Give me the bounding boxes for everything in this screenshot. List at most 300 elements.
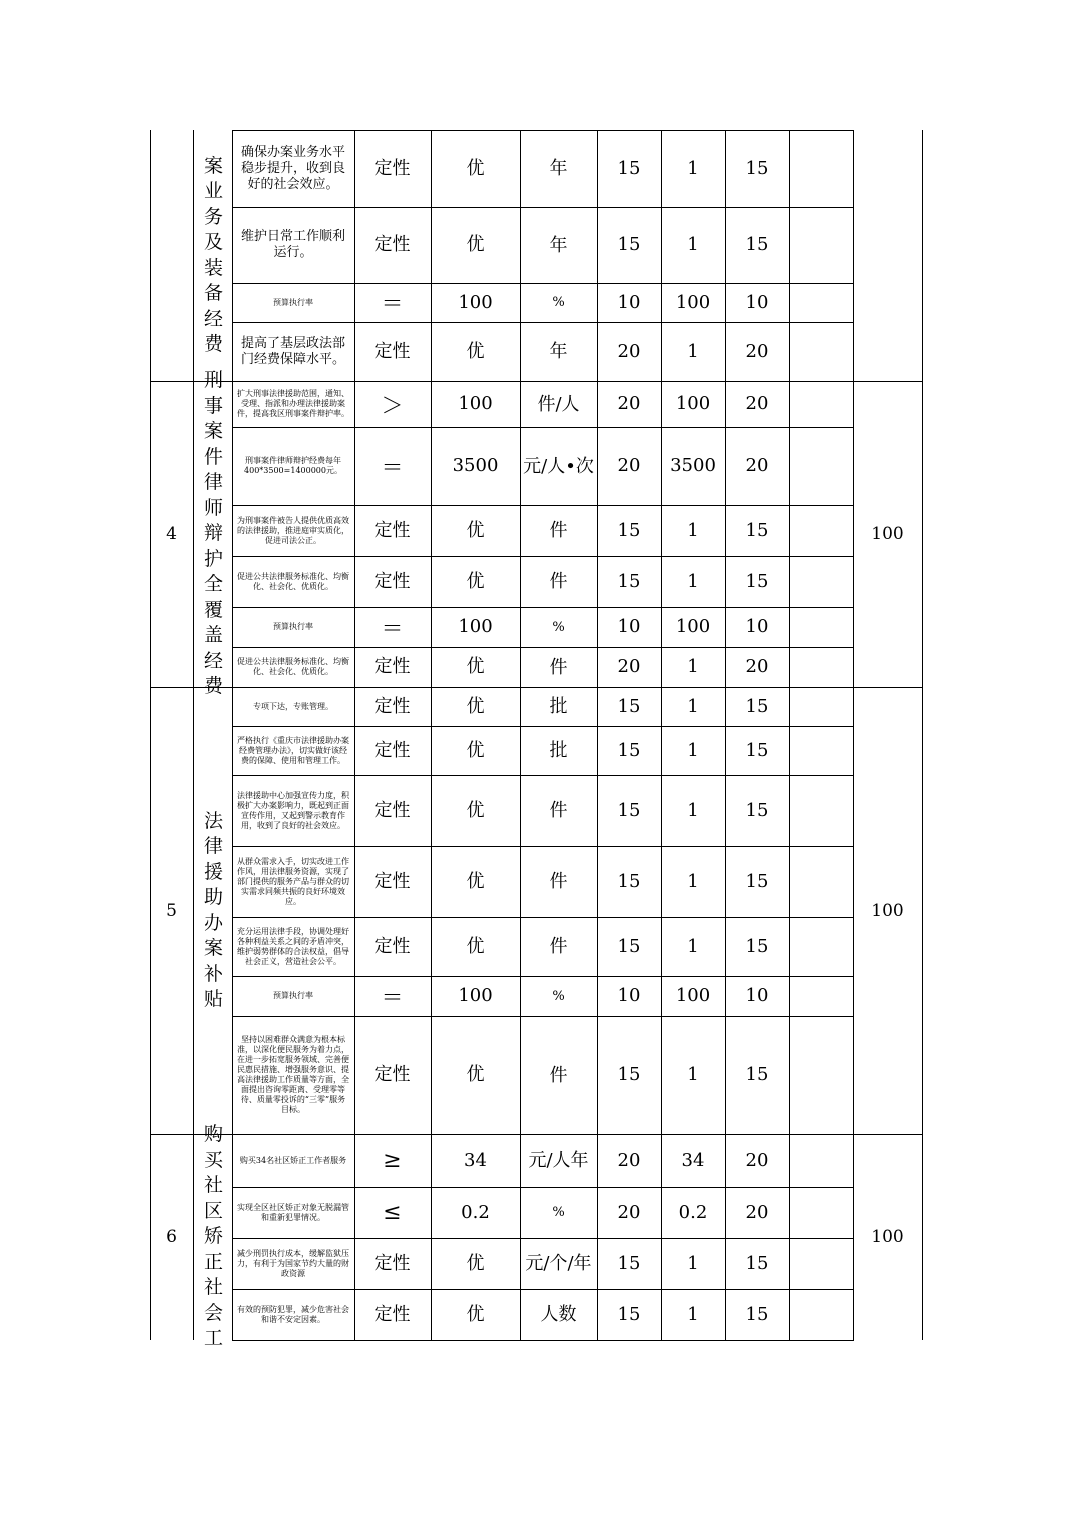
weight-cell (597, 1238, 661, 1289)
nature-cell-text: 定性 (374, 870, 411, 892)
target-cell-text: 100 (458, 985, 493, 1006)
score-cell (725, 687, 789, 726)
weight-cell-text: 20 (617, 1201, 641, 1223)
unit-cell (520, 556, 597, 607)
unit-cell-text: 年 (549, 234, 568, 256)
score-cell-text: 15 (745, 935, 769, 957)
nature-cell (354, 283, 431, 322)
indicator-text-text: 严格执行《重庆市法律援助办案经费管理办法》，切实做好该经费的保障、使用和管理工作。 (237, 735, 349, 765)
actual-cell (661, 846, 725, 917)
target-cell-text: 优 (466, 870, 485, 892)
reason-cell (789, 130, 853, 207)
unit-cell-text: % (552, 619, 565, 635)
actual-cell-text: 0.2 (678, 1201, 708, 1223)
nature-cell-text: 定性 (374, 1064, 411, 1085)
nature-cell (354, 505, 431, 556)
indicator-text (232, 505, 354, 556)
actual-cell-text: 100 (675, 985, 711, 1006)
unit-cell-text: 件/人 (537, 393, 580, 415)
reason-cell (789, 1187, 853, 1238)
unit-cell (520, 687, 597, 726)
target-cell-text: 优 (466, 695, 485, 717)
indicator-text-text: 维护日常工作顺利运行。 (240, 229, 345, 260)
score-cell-text: 15 (745, 739, 769, 761)
unit-cell-text: % (552, 988, 565, 1004)
actual-cell-text: 1 (687, 935, 699, 957)
nature-cell (354, 427, 431, 505)
reason-cell (789, 1134, 853, 1187)
unit-cell-text: 人数 (540, 1304, 577, 1325)
indicator-text-text: 确保办案业务水平稳步提升，收到良好的社会效应。 (240, 144, 345, 192)
actual-cell (661, 556, 725, 607)
score-cell-text: 10 (745, 616, 769, 637)
score-cell (725, 322, 789, 381)
nature-cell-text: ≤ (383, 1200, 402, 1225)
weight-cell-text: 10 (617, 985, 641, 1006)
target-cell-text: 0.2 (461, 1201, 490, 1223)
group-index (150, 381, 193, 687)
nature-cell (354, 1134, 431, 1187)
weight-cell-text: 15 (617, 695, 641, 717)
nature-cell-text: 定性 (374, 935, 411, 957)
unit-cell (520, 1187, 597, 1238)
group-total-score-text: 100 (871, 900, 904, 921)
actual-cell (661, 647, 725, 687)
col-divider (193, 130, 194, 1340)
target-cell-text: 100 (458, 291, 493, 313)
target-cell (431, 1016, 520, 1134)
indicator-text-text: 为刑事案件被告人提供优质高效的法律援助，推进庭审实质化，促进司法公正。 (237, 515, 349, 545)
actual-cell-text: 1 (687, 695, 699, 717)
target-cell (431, 207, 520, 283)
unit-cell-text: 件 (549, 656, 568, 678)
indicator-text-text: 扩大刑事法律援助范围，通知、受理、指派和办理法律援助案件，提高我区刑事案件辩护率。 (237, 389, 349, 418)
nature-cell-text: ＝ (381, 616, 404, 642)
weight-cell (597, 505, 661, 556)
target-cell (431, 917, 520, 976)
actual-cell (661, 687, 725, 726)
nature-cell-text: 定性 (374, 157, 411, 179)
score-cell-text: 20 (745, 340, 769, 362)
reason-cell (789, 322, 853, 381)
weight-cell-text: 20 (617, 656, 641, 677)
weight-cell (597, 976, 661, 1016)
nature-cell (354, 1016, 431, 1134)
score-cell-text: 15 (745, 870, 769, 892)
weight-cell (597, 1134, 661, 1187)
nature-cell-text: ≥ (383, 1148, 402, 1173)
target-cell (431, 556, 520, 607)
score-cell (725, 381, 789, 427)
score-cell (725, 505, 789, 556)
target-cell-text: 优 (466, 1252, 485, 1274)
target-cell (431, 846, 520, 917)
actual-cell (661, 207, 725, 283)
score-cell (725, 1134, 789, 1187)
target-cell-text: 优 (466, 739, 485, 761)
target-cell (431, 322, 520, 381)
indicator-text-text: 有效的预防犯罪，减少危害社会和谐不安定因素。 (237, 1304, 349, 1324)
nature-cell (354, 687, 431, 726)
weight-cell-text: 15 (617, 157, 641, 179)
project-name (203, 1123, 224, 1350)
score-cell (725, 726, 789, 775)
weight-cell (597, 917, 661, 976)
score-cell (725, 1016, 789, 1134)
target-cell (431, 1187, 520, 1238)
indicator-text-text: 减少刑罚执行成本，缓解监狱压力，有利于为国家节约大量的财政资源 (237, 1248, 349, 1278)
target-cell (431, 1134, 520, 1187)
unit-cell (520, 283, 597, 322)
actual-cell (661, 381, 725, 427)
actual-cell-text: 1 (687, 157, 699, 179)
group-index-text: 5 (166, 900, 177, 921)
reason-cell (789, 647, 853, 687)
unit-cell (520, 726, 597, 775)
reason-cell (789, 283, 853, 322)
weight-cell (597, 427, 661, 505)
target-cell-text: 优 (466, 519, 485, 541)
weight-cell (597, 1289, 661, 1340)
score-cell (725, 130, 789, 207)
indicator-text-text: 坚持以困难群众满意为根本标准，以深化便民服务为着力点，在进一步拓宽服务领域、完善便民惠民措施、增强服务意识、提高法律援助工作质量等方面，全面提出咨询零距离、受理零等待、质量零投诉的“三零”服务目标。 (237, 1035, 349, 1114)
group-index-text: 6 (166, 1227, 177, 1247)
weight-cell-text: 15 (617, 935, 641, 957)
reason-cell (789, 976, 853, 1016)
unit-cell (520, 381, 597, 427)
nature-cell-text: ＝ (381, 455, 404, 481)
weight-cell (597, 846, 661, 917)
score-cell-text: 15 (745, 519, 769, 541)
actual-cell (661, 1016, 725, 1134)
unit-cell (520, 1016, 597, 1134)
indicator-text (232, 775, 354, 846)
nature-cell (354, 381, 431, 427)
score-cell-text: 15 (745, 695, 769, 717)
indicator-text-text: 刑事案件律师辩护经费每年400*3500=1400000元。 (244, 456, 342, 475)
actual-cell-text: 1 (687, 519, 699, 541)
group-index (150, 130, 193, 381)
unit-cell (520, 976, 597, 1016)
indicator-text (232, 1187, 354, 1238)
indicator-text (232, 917, 354, 976)
reason-cell (789, 207, 853, 283)
actual-cell (661, 1134, 725, 1187)
score-cell-text: 10 (745, 291, 769, 313)
target-cell-text: 优 (466, 1064, 485, 1085)
weight-cell-text: 15 (617, 519, 641, 541)
actual-cell (661, 1238, 725, 1289)
unit-cell (520, 846, 597, 917)
unit-cell-text: 件 (549, 871, 568, 892)
group-total-score (853, 381, 922, 687)
target-cell (431, 687, 520, 726)
nature-cell-text: ＝ (381, 292, 404, 317)
indicator-text (232, 1016, 354, 1134)
unit-cell-text: 批 (549, 740, 568, 761)
score-cell-text: 15 (745, 1064, 769, 1085)
score-cell (725, 207, 789, 283)
target-cell (431, 427, 520, 505)
weight-cell (597, 1016, 661, 1134)
nature-cell-text: 定性 (374, 519, 411, 541)
nature-cell (354, 1238, 431, 1289)
weight-cell (597, 283, 661, 322)
nature-cell (354, 207, 431, 283)
indicator-text-text: 促进公共法律服务标准化、均衡化、社会化、优质化。 (237, 657, 349, 676)
nature-cell (354, 1187, 431, 1238)
score-cell (725, 427, 789, 505)
indicator-text (232, 207, 354, 283)
weight-cell (597, 687, 661, 726)
indicator-text (232, 283, 354, 322)
weight-cell (597, 607, 661, 647)
unit-cell-text: % (552, 295, 565, 310)
target-cell-text: 3500 (452, 455, 499, 476)
indicator-text (232, 607, 354, 647)
target-cell-text: 优 (466, 1303, 485, 1325)
indicator-text (232, 1134, 354, 1187)
score-cell-text: 20 (745, 656, 769, 677)
unit-cell (520, 647, 597, 687)
target-cell (431, 647, 520, 687)
target-cell-text: 优 (466, 157, 485, 179)
nature-cell (354, 556, 431, 607)
nature-cell (354, 917, 431, 976)
score-cell-text: 15 (745, 570, 769, 592)
group-total-score-text: 100 (871, 524, 904, 544)
target-cell-text: 优 (466, 570, 485, 592)
target-cell (431, 381, 520, 427)
score-cell (725, 1289, 789, 1340)
score-cell (725, 976, 789, 1016)
score-cell (725, 1187, 789, 1238)
actual-cell (661, 505, 725, 556)
actual-cell (661, 427, 725, 505)
indicator-text-text: 预算执行率 (273, 622, 313, 631)
actual-cell-text: 1 (687, 870, 699, 892)
indicator-text (232, 1238, 354, 1289)
weight-cell-text: 15 (617, 234, 641, 255)
unit-cell (520, 1238, 597, 1289)
nature-cell (354, 1289, 431, 1340)
score-cell (725, 775, 789, 846)
weight-cell (597, 726, 661, 775)
nature-cell-text: 定性 (374, 739, 411, 761)
nature-cell-text: 定性 (374, 799, 411, 821)
score-cell-text: 20 (745, 393, 769, 414)
nature-cell (354, 607, 431, 647)
indicator-text (232, 556, 354, 607)
weight-cell-text: 15 (617, 1064, 641, 1085)
reason-cell (789, 1289, 853, 1340)
indicator-text (232, 726, 354, 775)
weight-cell-text: 20 (617, 455, 641, 476)
actual-cell-text: 1 (687, 234, 699, 255)
indicator-text (232, 427, 354, 505)
actual-cell (661, 130, 725, 207)
unit-cell-text: % (552, 1205, 565, 1220)
indicator-text-text: 实现全区社区矫正对象无脱漏管和重新犯罪情况。 (237, 1202, 349, 1222)
nature-cell-text: 定性 (374, 695, 411, 717)
actual-cell (661, 322, 725, 381)
score-cell-text: 15 (745, 799, 769, 821)
score-cell-text: 15 (745, 157, 769, 179)
unit-cell (520, 505, 597, 556)
reason-cell (789, 1016, 853, 1134)
weight-cell-text: 10 (617, 616, 641, 637)
indicator-text (232, 130, 354, 207)
reason-cell (789, 775, 853, 846)
unit-cell-text: 元/个/年 (525, 1253, 592, 1274)
unit-cell-text: 件 (549, 520, 568, 541)
nature-cell (354, 647, 431, 687)
indicator-text-text: 购买34名社区矫正工作者服务 (239, 1155, 347, 1165)
nature-cell (354, 976, 431, 1016)
unit-cell (520, 1134, 597, 1187)
reason-cell (789, 427, 853, 505)
unit-cell (520, 1289, 597, 1340)
weight-cell-text: 10 (617, 291, 641, 313)
unit-cell-text: 元/人年 (528, 1150, 589, 1171)
weight-cell (597, 647, 661, 687)
project-name-text: 购买社区矫正社会工 (203, 1123, 223, 1350)
indicator-text-text: 法律援助中心加强宣传力度，积极扩大办案影响力，既起到正面宣传作用，又起到警示教育作用，收到了良好的社会效应。 (237, 790, 349, 830)
actual-cell-text: 1 (687, 739, 699, 761)
target-cell-text: 100 (458, 616, 493, 637)
score-cell (725, 556, 789, 607)
table-border-right (922, 130, 923, 1340)
indicator-text (232, 381, 354, 427)
indicator-text-text: 预算执行率 (273, 297, 313, 307)
project-name-text: 刑事案件律师辩护全覆盖经费 (203, 369, 223, 698)
score-cell-text: 15 (745, 234, 769, 255)
unit-cell (520, 322, 597, 381)
actual-cell (661, 1187, 725, 1238)
nature-cell (354, 775, 431, 846)
indicator-text (232, 322, 354, 381)
group-total-score (853, 130, 922, 381)
nature-cell (354, 846, 431, 917)
score-cell (725, 846, 789, 917)
target-cell (431, 726, 520, 775)
reason-cell (789, 846, 853, 917)
indicator-text-text: 促进公共法律服务标准化、均衡化、社会化、优质化。 (237, 571, 349, 591)
score-cell (725, 1238, 789, 1289)
unit-cell (520, 207, 597, 283)
actual-cell-text: 1 (687, 799, 699, 821)
weight-cell (597, 1187, 661, 1238)
score-cell-text: 15 (745, 1303, 769, 1325)
weight-cell-text: 20 (617, 340, 641, 362)
actual-cell-text: 1 (687, 1303, 699, 1325)
unit-cell-text: 年 (549, 158, 568, 179)
indicator-text-text: 专项下达，专账管理。 (253, 701, 333, 711)
indicator-text-text: 从群众需求入手，切实改进工作作风，用法律服务资源，实现了部门提供的服务产品与群众的切实需求同频共振的良好环境效应。 (237, 856, 349, 906)
actual-cell-text: 3500 (670, 455, 716, 476)
target-cell-text: 34 (464, 1149, 487, 1171)
reason-cell (789, 726, 853, 775)
indicator-text-text: 预算执行率 (273, 991, 313, 1000)
unit-cell (520, 917, 597, 976)
actual-cell-text: 1 (687, 1064, 699, 1085)
nature-cell-text: 定性 (374, 570, 411, 592)
actual-cell-text: 100 (675, 616, 711, 637)
nature-cell-text: 定性 (374, 656, 411, 677)
weight-cell (597, 775, 661, 846)
indicator-text-text: 提高了基层政法部门经费保障水平。 (240, 335, 345, 367)
actual-cell-text: 34 (681, 1149, 705, 1171)
unit-cell-text: 年 (549, 341, 568, 362)
project-name (203, 687, 224, 1134)
unit-cell-text: 元/人•次 (523, 455, 594, 477)
indicator-text (232, 647, 354, 687)
indicator-text (232, 976, 354, 1016)
score-cell-text: 15 (745, 1252, 769, 1274)
target-cell (431, 505, 520, 556)
actual-cell (661, 726, 725, 775)
actual-cell-text: 1 (687, 570, 699, 592)
actual-cell-text: 1 (687, 340, 699, 362)
nature-cell (354, 726, 431, 775)
project-name (203, 369, 224, 698)
actual-cell (661, 607, 725, 647)
reason-cell (789, 505, 853, 556)
nature-cell (354, 322, 431, 381)
score-cell-text: 10 (745, 985, 769, 1006)
weight-cell-text: 20 (617, 393, 641, 414)
nature-cell-text: ＞ (381, 393, 404, 419)
target-cell-text: 优 (466, 340, 485, 362)
weight-cell (597, 322, 661, 381)
unit-cell-text: 件 (549, 936, 568, 957)
score-cell-text: 20 (745, 1149, 769, 1171)
unit-cell-text: 件 (549, 571, 568, 592)
target-cell-text: 优 (466, 935, 485, 957)
nature-cell-text: 定性 (374, 234, 411, 255)
nature-cell (354, 130, 431, 207)
group-index (150, 1134, 193, 1340)
target-cell (431, 130, 520, 207)
weight-cell-text: 15 (617, 799, 641, 821)
unit-cell (520, 427, 597, 505)
target-cell-text: 100 (458, 393, 493, 414)
reason-cell (789, 917, 853, 976)
row-line (232, 1340, 854, 1341)
indicator-text (232, 1289, 354, 1340)
weight-cell-text: 15 (617, 1252, 641, 1274)
target-cell-text: 优 (466, 234, 485, 255)
actual-cell (661, 283, 725, 322)
reason-cell (789, 381, 853, 427)
unit-cell-text: 批 (549, 696, 568, 717)
score-cell-text: 20 (745, 1201, 769, 1223)
group-total-score-text: 100 (871, 1227, 904, 1247)
indicator-text-text: 充分运用法律手段，协调处理好各种利益关系之间的矛盾冲突，维护弱势群体的合法权益，倡导社会正义，营造社会公平。 (237, 926, 349, 966)
score-cell (725, 607, 789, 647)
unit-cell-text: 件 (549, 800, 568, 821)
weight-cell-text: 20 (617, 1149, 641, 1171)
group-index (150, 687, 193, 1134)
reason-cell (789, 607, 853, 647)
unit-cell (520, 775, 597, 846)
weight-cell-text: 15 (617, 570, 641, 592)
target-cell (431, 607, 520, 647)
project-name (203, 130, 224, 381)
nature-cell-text: 定性 (374, 1303, 411, 1325)
project-name-text: 案业务及装备经费 (203, 154, 223, 355)
actual-cell (661, 976, 725, 1016)
